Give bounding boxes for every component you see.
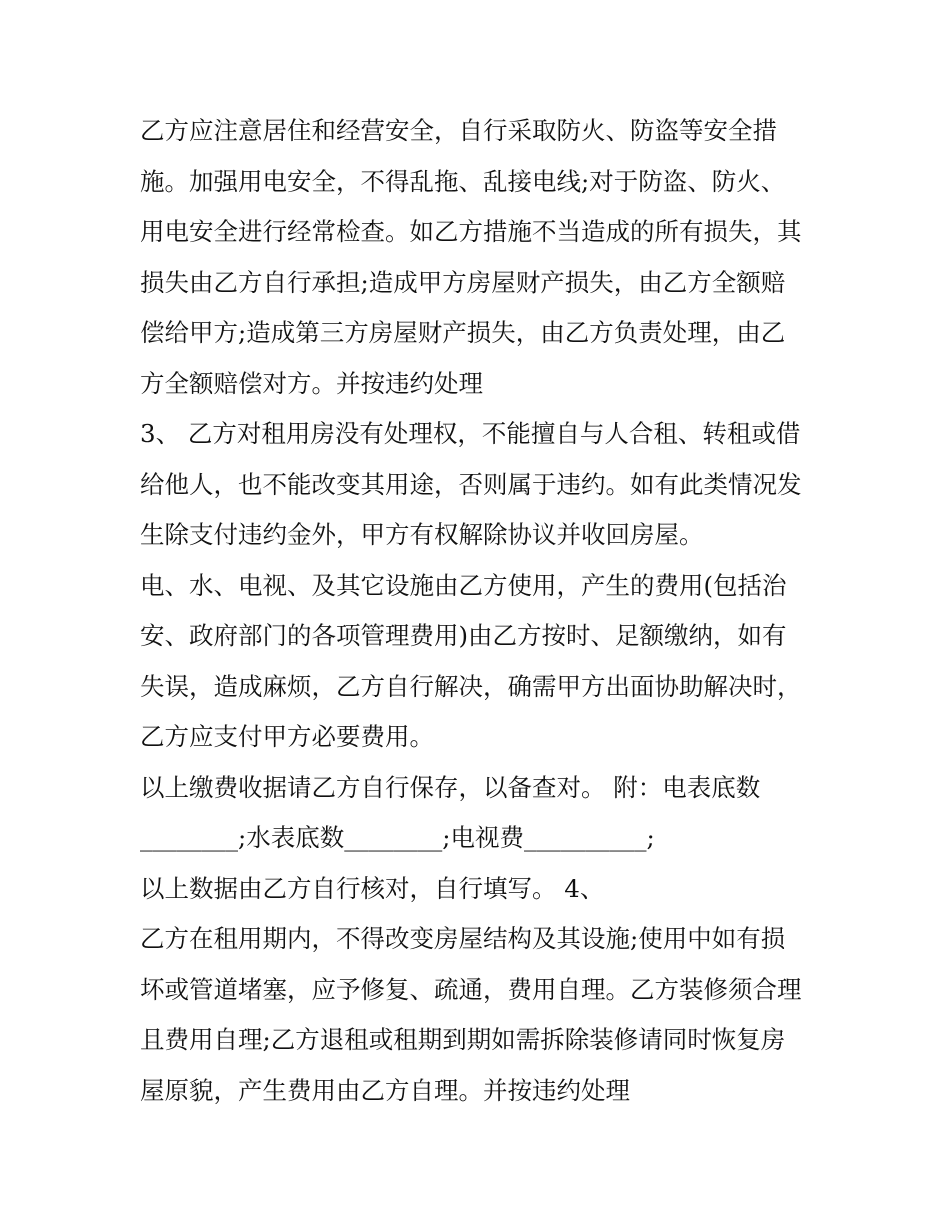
- text-line: 损失由乙方自行承担;造成甲方房屋财产损失，由乙方全额赔: [140, 267, 786, 297]
- text-line: 以上数据由乙方自行核对，自行填写。 4、: [140, 873, 605, 903]
- text-line: ________;水表底数________;电视费__________;: [140, 823, 655, 852]
- text-line: 电、水、电视、及其它设施由乙方使用，产生的费用(包括治: [140, 570, 787, 600]
- text-line: 以上缴费收据请乙方自行保存，以备查对。 附：电表底数: [140, 772, 761, 802]
- text-line: 方全额赔偿对方。并按违约处理: [140, 368, 483, 398]
- text-line: 生除支付违约金外，甲方有权解除协议并收回房屋。: [140, 520, 704, 549]
- text-line: 偿给甲方;造成第三方房屋财产损失，由乙方负责处理，由乙: [140, 318, 786, 347]
- text-line: 乙方应支付甲方必要费用。: [140, 722, 434, 751]
- text-line: 用电安全进行经常检查。如乙方措施不当造成的所有损失，其: [140, 217, 802, 246]
- text-line: 给他人，也不能改变其用途，否则属于违约。如有此类情况发: [140, 469, 802, 499]
- text-line: 且费用自理;乙方退租或租期到期如需拆除装修请同时恢复房: [140, 1025, 786, 1054]
- text-line: 乙方在租用期内，不得改变房屋结构及其设施;使用中如有损: [140, 924, 786, 953]
- text-line: 屋原貌，产生费用由乙方自理。并按违约处理: [140, 1075, 630, 1105]
- text-line: 失误，造成麻烦，乙方自行解决，确需甲方出面协助解决时，: [140, 671, 802, 701]
- text-line: 坏或管道堵塞，应予修复、疏通，费用自理。乙方装修须合理: [140, 974, 802, 1004]
- text-line: 施。加强用电安全，不得乱拖、乱接电线;对于防盗、防火、: [140, 166, 786, 196]
- text-line: 乙方应注意居住和经营安全，自行采取防火、防盗等安全措: [140, 116, 777, 145]
- text-line: 3、 乙方对租用房没有处理权，不能擅自与人合租、转租或借: [140, 419, 801, 448]
- contract-body-text: [140, 106, 830, 1116]
- text-line: 安、政府部门的各项管理费用)由乙方按时、足额缴纳，如有: [140, 621, 787, 650]
